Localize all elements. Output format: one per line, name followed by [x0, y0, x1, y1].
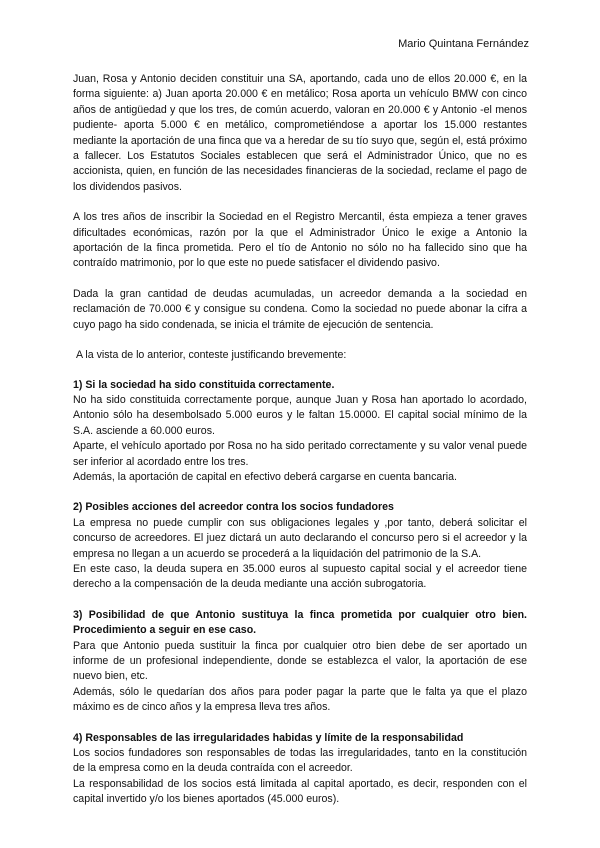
answer-line: No ha sido constituida correctamente porque, aunque Juan y Rosa han aportado lo acordado, Antonio sólo ha desembolsado 5.000 euros y le faltan 15.0000. El capital social mínimo de la S.A. asciende a 60.000 euros. [73, 393, 527, 437]
answer-line: Los socios fundadores son responsables de todas las irregularidades, tanto en la constitución de la empresa como en la deuda contraída con el acreedor. [73, 747, 527, 775]
section-title: 1) Si la sociedad ha sido constituida correctamente. [73, 378, 335, 391]
section-title: 4) Responsables de las irregularidades habidas y límite de la responsabilidad [73, 731, 464, 744]
answer-section-2 [73, 500, 527, 592]
case-paragraph-3: Dada la gran cantidad de deudas acumuladas, un acreedor demanda a la sociedad en reclamación de 70.000 € y consigue su condena. Como la sociedad no puede abonar la cifra a cuyo pago ha sido condenada, se inicia el trámite de ejecución de sentencia. [73, 287, 527, 331]
section-title: 3) Posibilidad de que Antonio sustituya la finca prometida por cualquier otro bien. Procedimiento a seguir en ese caso. [73, 608, 527, 637]
answer-section-3 [73, 608, 527, 716]
answer-section-1 [73, 378, 527, 486]
answer-line: Además, sólo le quedarían dos años para poder pagar la parte que le falta ya que el plazo máximo es de cinco años y la empresa lleva tres años. [73, 685, 527, 714]
case-paragraph-1: Juan, Rosa y Antonio deciden constituir una SA, aportando, cada uno de ellos 20.000 €, en la forma siguiente: a) Juan aporta 20.000 € en metálico; Rosa aporta un vehículo BMW con cinco años de antigüedad y que los tres, de común acuerdo, valoran en 20.000 € y Antonio -el menos pudiente- aporta 5.000 € en metálico, comprometiéndose a aportar los 15.000 restantes mediante la aportación de una finca que va a heredar de su tío suyo que, según el, está próximo a fallecer. Los Estatutos Sociales establecen que será el Administrador Único, que no es accionista, quien, en función de las necesidades financieras de la sociedad, reclame el pago de los dividendos pasivos. [73, 73, 527, 193]
questions-intro: A la vista de lo anterior, conteste justificando brevemente: [76, 349, 347, 362]
answer-line: Aparte, el vehículo aportado por Rosa no ha sido peritado correctamente y su valor venal puede ser inferior al acordado entre los tres. [73, 440, 527, 468]
answer-line: En este caso, la deuda supera en 35.000 euros al supuesto capital social y el acreedor tiene derecho a la compensación de la deuda mediante una acción subrogatoria. [73, 562, 527, 591]
section-title: 2) Posibles acciones del acreedor contra los socios fundadores [73, 501, 394, 514]
author-header: Mario Quintana Fernández [398, 38, 529, 50]
case-paragraph-2: A los tres años de inscribir la Sociedad en el Registro Mercantil, ésta empieza a tener graves dificultades económicas, razón por la que el Administrador Único le exige a Antonio la aportación de la finca prometida. Pero el tío de Antonio no sólo no ha fallecido sino que ha contraído matrimonio, por lo que este no puede satisfacer el dividendo pasivo. [73, 211, 527, 270]
answer-line: La responsabilidad de los socios está limitada al capital aportado, es decir, responden con el capital invertido y/o los bienes aportados (45.000 euros). [73, 777, 527, 806]
answer-line: Para que Antonio pueda sustituir la finca por cualquier otro bien debe de ser aportado un informe de un profesional independiente, donde se establezca el valor, la aportación de ese nuevo bien, etc. [73, 639, 527, 683]
answer-section-4 [73, 731, 527, 808]
answer-line: Además, la aportación de capital en efectivo deberá cargarse en cuenta bancaria. [73, 470, 457, 483]
answer-line: La empresa no puede cumplir con sus obligaciones legales y ,por tanto, deberá solicitar el concurso de acreedores. El juez dictará un auto declarando el concurso pero si el acreedor y la empresa no llegan a un acuerdo se procederá a la liquidación del patrimonio de la S.A. [73, 516, 527, 560]
